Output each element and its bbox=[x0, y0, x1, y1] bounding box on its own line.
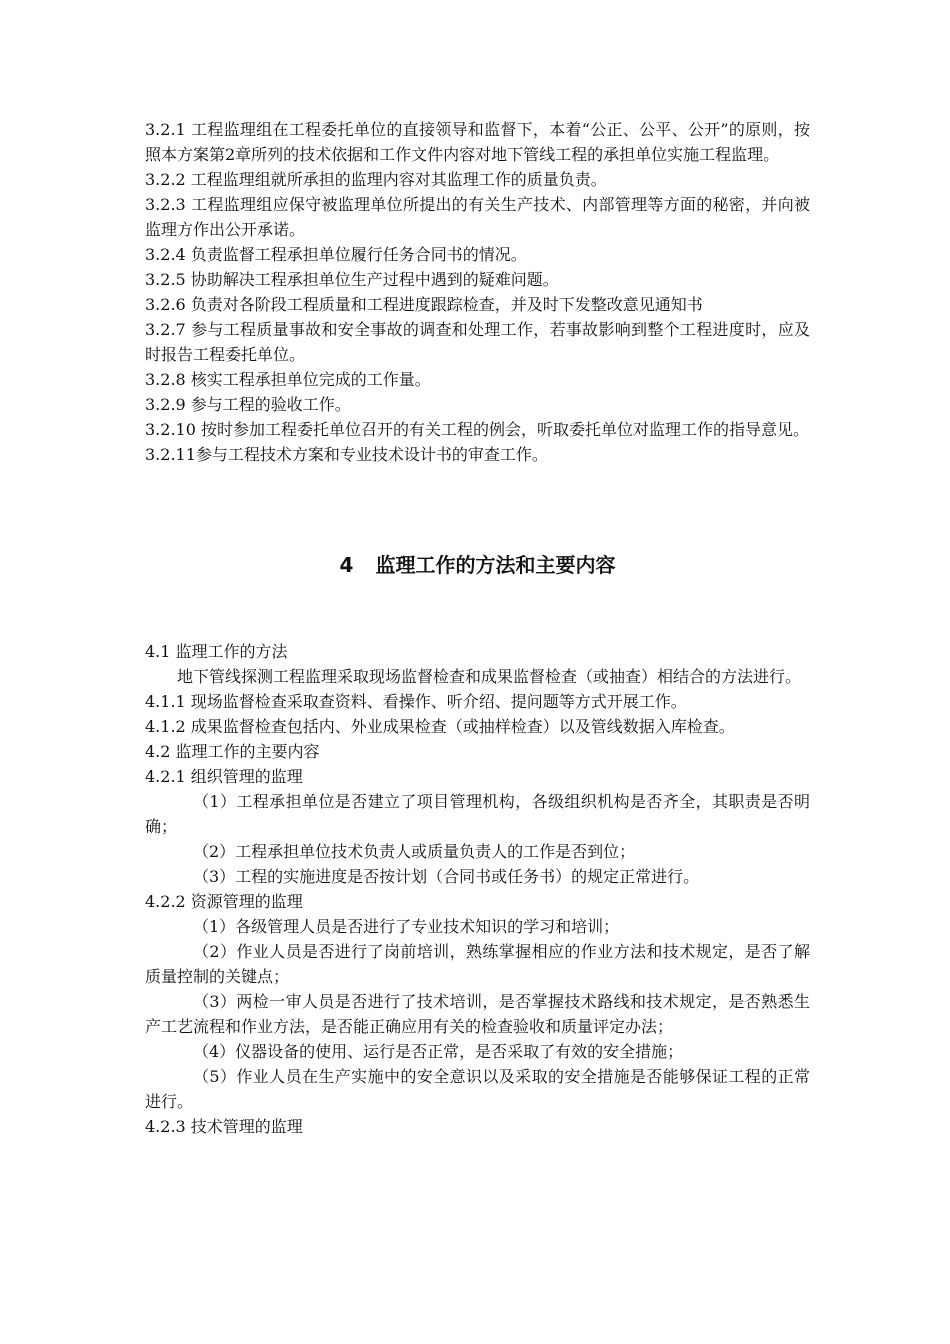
chapter-number: 4 bbox=[339, 553, 354, 577]
para-4-1-intro: 地下管线探测工程监理采取现场监督检查和成果监督检查（或抽查）相结合的方法进行。 bbox=[177, 667, 802, 686]
chapter-4-title bbox=[145, 551, 810, 579]
item-4-2-2-1: （1）各级管理人员是否进行了专业技术知识的学习和培训； bbox=[193, 917, 620, 936]
clause-3-2-4: 3.2.4 负责监督工程承担单位履行任务合同书的情况。 bbox=[145, 245, 527, 264]
item-4-2-2-2: （2）作业人员是否进行了岗前培训，熟练掌握相应的作业方法和技术规定，是否了解质量控制的关键点； bbox=[145, 942, 810, 986]
item-4-2-1-3: （3）工程的实施进度是否按计划（合同书或任务书）的规定正常进行。 bbox=[193, 867, 700, 886]
clause-3-2-8: 3.2.8 核实工程承担单位完成的工作量。 bbox=[145, 370, 431, 389]
clause-4-1-2: 4.1.2 成果监督检查包括内、外业成果检查（或抽样检查）以及管线数据入库检查。 bbox=[145, 717, 735, 736]
item-4-2-1-1: （1）工程承担单位是否建立了项目管理机构，各级组织机构是否齐全，其职责是否明确； bbox=[145, 792, 810, 836]
clause-3-2-9: 3.2.9 参与工程的验收工作。 bbox=[145, 395, 351, 414]
clause-3-2-11: 3.2.11参与工程技术方案和专业技术设计书的审查工作。 bbox=[145, 445, 548, 464]
chapter-title-text: 监理工作的方法和主要内容 bbox=[375, 553, 616, 577]
heading-4-2-2: 4.2.2 资源管理的监理 bbox=[145, 892, 303, 911]
clause-3-2-10: 3.2.10 按时参加工程委托单位召开的有关工程的例会，听取委托单位对监理工作的指导意见。 bbox=[145, 420, 809, 439]
clause-3-2-1: 3.2.1 工程监理组在工程委托单位的直接领导和监督下，本着“公正、公平、公开”的原则，按照本方案第2章所列的技术依据和工作文件内容对地下管线工程的承担单位实施工程监理。 bbox=[145, 120, 810, 164]
clause-3-2-2: 3.2.2 工程监理组就所承担的监理内容对其监理工作的质量负责。 bbox=[145, 170, 607, 189]
item-4-2-2-5: （5）作业人员在生产实施中的安全意识以及采取的安全措施是否能够保证工程的正常进行。 bbox=[145, 1067, 810, 1111]
item-4-2-1-2: （2）工程承担单位技术负责人或质量负责人的工作是否到位； bbox=[193, 842, 636, 861]
clause-3-2-3: 3.2.3 工程监理组应保守被监理单位所提出的有关生产技术、内部管理等方面的秘密，并向被监理方作出公开承诺。 bbox=[145, 195, 810, 239]
clause-3-2-7: 3.2.7 参与工程质量事故和安全事故的调查和处理工作，若事故影响到整个工程进度时，应及时报告工程委托单位。 bbox=[145, 320, 810, 364]
heading-4-1: 4.1 监理工作的方法 bbox=[145, 642, 288, 661]
heading-4-2-3: 4.2.3 技术管理的监理 bbox=[145, 1117, 303, 1136]
item-4-2-2-4: （4）仪器设备的使用、运行是否正常，是否采取了有效的安全措施； bbox=[193, 1042, 684, 1061]
clause-4-1-1: 4.1.1 现场监督检查采取查资料、看操作、听介绍、提问题等方式开展工作。 bbox=[145, 692, 687, 711]
heading-4-2-1: 4.2.1 组织管理的监理 bbox=[145, 767, 303, 786]
section-3-2-clauses bbox=[145, 117, 810, 467]
clause-3-2-5: 3.2.5 协助解决工程承担单位生产过程中遇到的疑难问题。 bbox=[145, 270, 559, 289]
clause-3-2-6: 3.2.6 负责对各阶段工程质量和工程进度跟踪检查，并及时下发整改意见通知书 bbox=[145, 295, 703, 314]
section-4-body bbox=[145, 639, 810, 1139]
item-4-2-2-3: （3）两检一审人员是否进行了技术培训，是否掌握技术路线和技术规定，是否熟悉生产工艺流程和作业方法，是否能正确应用有关的检查验收和质量评定办法； bbox=[145, 992, 810, 1036]
heading-4-2: 4.2 监理工作的主要内容 bbox=[145, 742, 320, 761]
